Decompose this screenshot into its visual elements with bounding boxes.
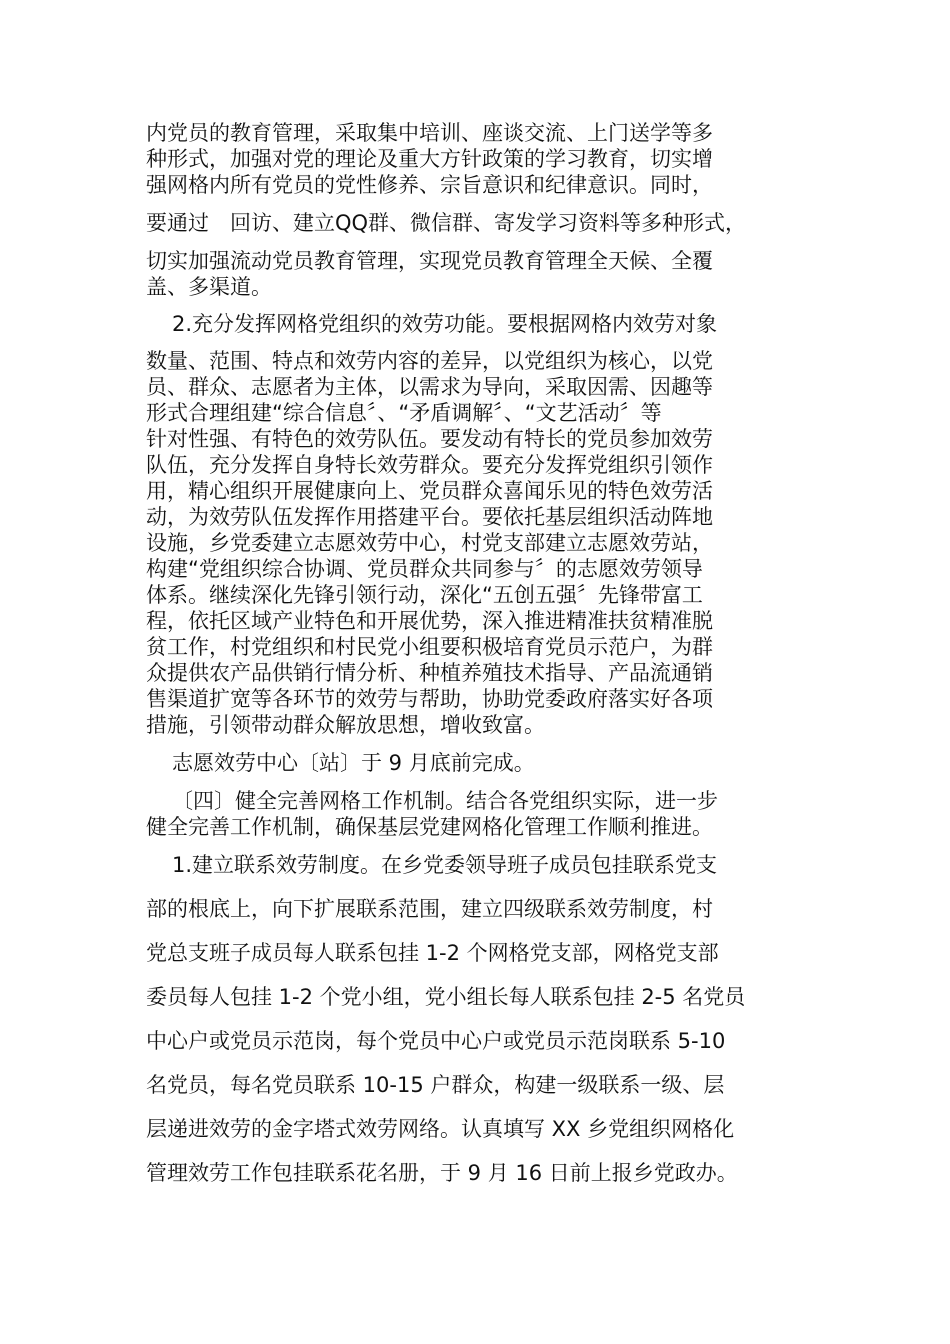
text-line: 程，依托区域产业特色和开展优势，深入推进精准扶贫精准脱 (146, 609, 713, 633)
text-line: 队伍，充分发挥自身特长效劳群众。要充分发挥党组织引领作 (146, 453, 713, 477)
text-line: 志愿效劳中心〔站〕于 9 月底前完成。 (172, 751, 535, 775)
text-line: 种形式，加强对党的理论及重大方针政策的学习教育，切实增 (146, 147, 713, 171)
text-line: 售渠道扩宽等各环节的效劳与帮助，协助党委政府落实好各项 (146, 687, 713, 711)
text-line: 设施，乡党委建立志愿效劳中心，村党支部建立志愿效劳站， (146, 531, 713, 555)
text-line: 2.充分发挥网格党组织的效劳功能。要根据网格内效劳对象 (172, 312, 718, 336)
text-line: 名党员，每名党员联系 10-15 户群众，构建一级联系一级、层 (146, 1073, 725, 1097)
text-line: 贫工作，村党组织和村民党小组要积极培育党员示范户，为群 (146, 635, 713, 659)
text-line: 内党员的教育管理，采取集中培训、座谈交流、上门送学等多 (146, 121, 713, 145)
text-line: 切实加强流动党员教育管理，实现党员教育管理全天候、全覆 (146, 249, 713, 273)
text-line: 员、群众、志愿者为主体，以需求为导向，采取因需、因趣等 (146, 375, 713, 399)
text-line: 党总支班子成员每人联系包挂 1-2 个网格党支部，网格党支部 (146, 941, 719, 965)
text-line: 〔四〕健全完善网格工作机制。结合各党组织实际，进一步 (172, 789, 718, 813)
text-line: 1.建立联系效劳制度。在乡党委领导班子成员包挂联系党支 (172, 853, 718, 877)
text-line: 健全完善工作机制，确保基层党建网格化管理工作顺利推进。 (146, 815, 713, 839)
text-line: 体系。继续深化先锋引领行动，深化“五创五强〞先锋带富工 (146, 583, 703, 607)
text-line: 盖、多渠道。 (146, 275, 272, 299)
text-line: 用，精心组织开展健康向上、党员群众喜闻乐见的特色效劳活 (146, 479, 713, 503)
text-line: 数量、范围、特点和效劳内容的差异，以党组织为核心，以党 (146, 349, 713, 373)
text-line: 管理效劳工作包挂联系花名册，于 9 月 16 日前上报乡党政办。 (146, 1161, 738, 1185)
text-line: 构建“党组织综合协调、党员群众共同参与〞的志愿效劳领导 (146, 557, 703, 581)
text-line: 众提供农产品供销行情分析、种植养殖技术指导、产品流通销 (146, 661, 713, 685)
text-line: 措施，引领带动群众解放思想，增收致富。 (146, 713, 545, 737)
text-line: 动，为效劳队伍发挥作用搭建平台。要依托基层组织活动阵地 (146, 505, 713, 529)
text-line: 中心户或党员示范岗，每个党员中心户或党员示范岗联系 5-10 (146, 1029, 726, 1053)
text-line: 层递进效劳的金字塔式效劳网络。认真填写 XX 乡党组织网格化 (146, 1117, 735, 1141)
text-line: 委员每人包挂 1-2 个党小组，党小组长每人联系包挂 2-5 名党员 (146, 985, 746, 1009)
text-line: 针对性强、有特色的效劳队伍。要发动有特长的党员参加效劳 (146, 427, 713, 451)
text-line: 部的根底上，向下扩展联系范围，建立四级联系效劳制度，村 (146, 897, 713, 921)
text-line: 强网格内所有党员的党性修养、宗旨意识和纪律意识。同时， (146, 173, 713, 197)
text-line: 要通过 回访、建立QQ群、微信群、寄发学习资料等多种形式， (146, 211, 747, 235)
text-line: 形式合理组建“综合信息〞、“矛盾调解〞、“文艺活动〞等 (146, 401, 662, 425)
